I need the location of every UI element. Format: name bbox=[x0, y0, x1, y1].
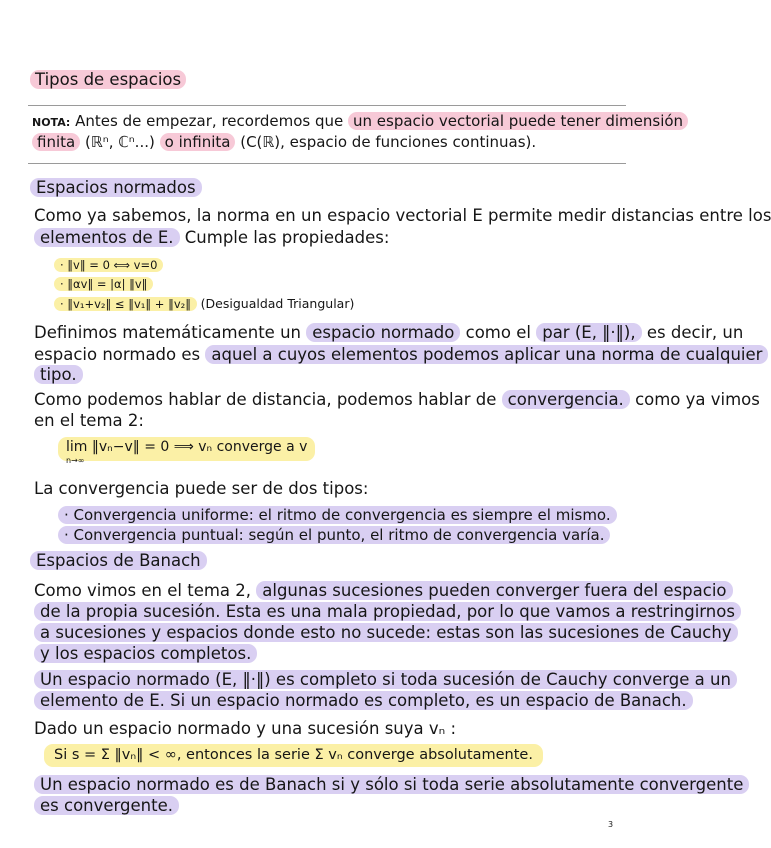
divider-top bbox=[28, 105, 626, 106]
paragraph-completo-line-1: Un espacio normado (E, ‖·‖) es completo si toda sucesión de Cauchy converge a un bbox=[34, 671, 737, 690]
section-heading-banach: Espacios de Banach bbox=[30, 552, 207, 571]
property-2: · ‖αv‖ = |α| ‖v‖ bbox=[54, 278, 153, 291]
paragraph-caracterizacion-line-2: es convergente. bbox=[34, 797, 179, 816]
paragraph-definicion-line-3: tipo. bbox=[34, 366, 83, 385]
page-number: 3 bbox=[608, 820, 614, 829]
paragraph-definicion-line-2: espacio normado es aquel a cuyos elementos podemos aplicar una norma de cualquier bbox=[34, 346, 768, 365]
paragraph-convergencia-line-2: en el tema 2: bbox=[34, 411, 144, 430]
paragraph-completo-line-2: elemento de E. Si un espacio normado es completo, es un espacio de Banach. bbox=[34, 692, 693, 711]
convergence-type-uniform: · Convergencia uniforme: el ritmo de convergencia es siempre el mismo. bbox=[58, 507, 617, 524]
paragraph-caracterizacion-line-1: Un espacio normado es de Banach si y sólo si toda serie absolutamente convergente bbox=[34, 776, 749, 795]
convergence-type-pointwise: · Convergencia puntual: según el punto, el ritmo de convergencia varía. bbox=[58, 527, 610, 544]
note-line-2: finita (ℝⁿ, ℂⁿ...) o infinita (C(ℝ), espacio de funciones continuas). bbox=[32, 134, 536, 151]
page-title: Tipos de espacios bbox=[30, 71, 186, 90]
paragraph-banach-line-4: y los espacios completos. bbox=[34, 645, 257, 664]
paragraph-tipos: La convergencia puede ser de dos tipos: bbox=[34, 479, 369, 498]
paragraph-banach-line-1: Como vimos en el tema 2, algunas sucesiones pueden converger fuera del espacio bbox=[34, 582, 733, 601]
property-1: · ‖v‖ = 0 ⟺ v=0 bbox=[54, 259, 163, 272]
paragraph-convergencia-line-1: Como podemos hablar de distancia, podemos hablar de convergencia. como ya vimos bbox=[34, 390, 760, 409]
paragraph-norma-line-2: elementos de E. Cumple las propiedades: bbox=[34, 229, 389, 248]
paragraph-definicion-line-1: Definimos matemáticamente un espacio normado como el par (E, ‖·‖), es decir, un bbox=[34, 323, 744, 342]
note-line-1: NOTA: Antes de empezar, recordemos que un espacio vectorial puede tener dimensión bbox=[32, 113, 688, 130]
note-label: NOTA: bbox=[32, 116, 71, 129]
paragraph-banach-line-2: de la propia sucesión. Esta es una mala propiedad, por lo que vamos a restringirnos bbox=[34, 603, 741, 622]
paragraph-sucesion: Dado un espacio normado y una sucesión suya vₙ : bbox=[34, 719, 457, 738]
series-formula: Si s = Σ ‖vₙ‖ < ∞, entonces la serie Σ vₙ converge absolutamente. bbox=[44, 744, 543, 767]
paragraph-norma-line-1: Como ya sabemos, la norma en un espacio vectorial E permite medir distancias entre los bbox=[34, 206, 771, 225]
property-3: · ‖v₁+v₂‖ ≤ ‖v₁‖ + ‖v₂‖ (Desigualdad Triangular) bbox=[54, 297, 354, 311]
divider-bottom bbox=[28, 163, 626, 164]
limit-formula: lim ‖vₙ−v‖ = 0 ⟹ vₙ converge a v n→∞ bbox=[58, 437, 315, 461]
paragraph-banach-line-3: a sucesiones y espacios donde esto no sucede: estas son las sucesiones de Cauchy bbox=[34, 624, 738, 643]
section-heading-normados: Espacios normados bbox=[30, 179, 202, 198]
